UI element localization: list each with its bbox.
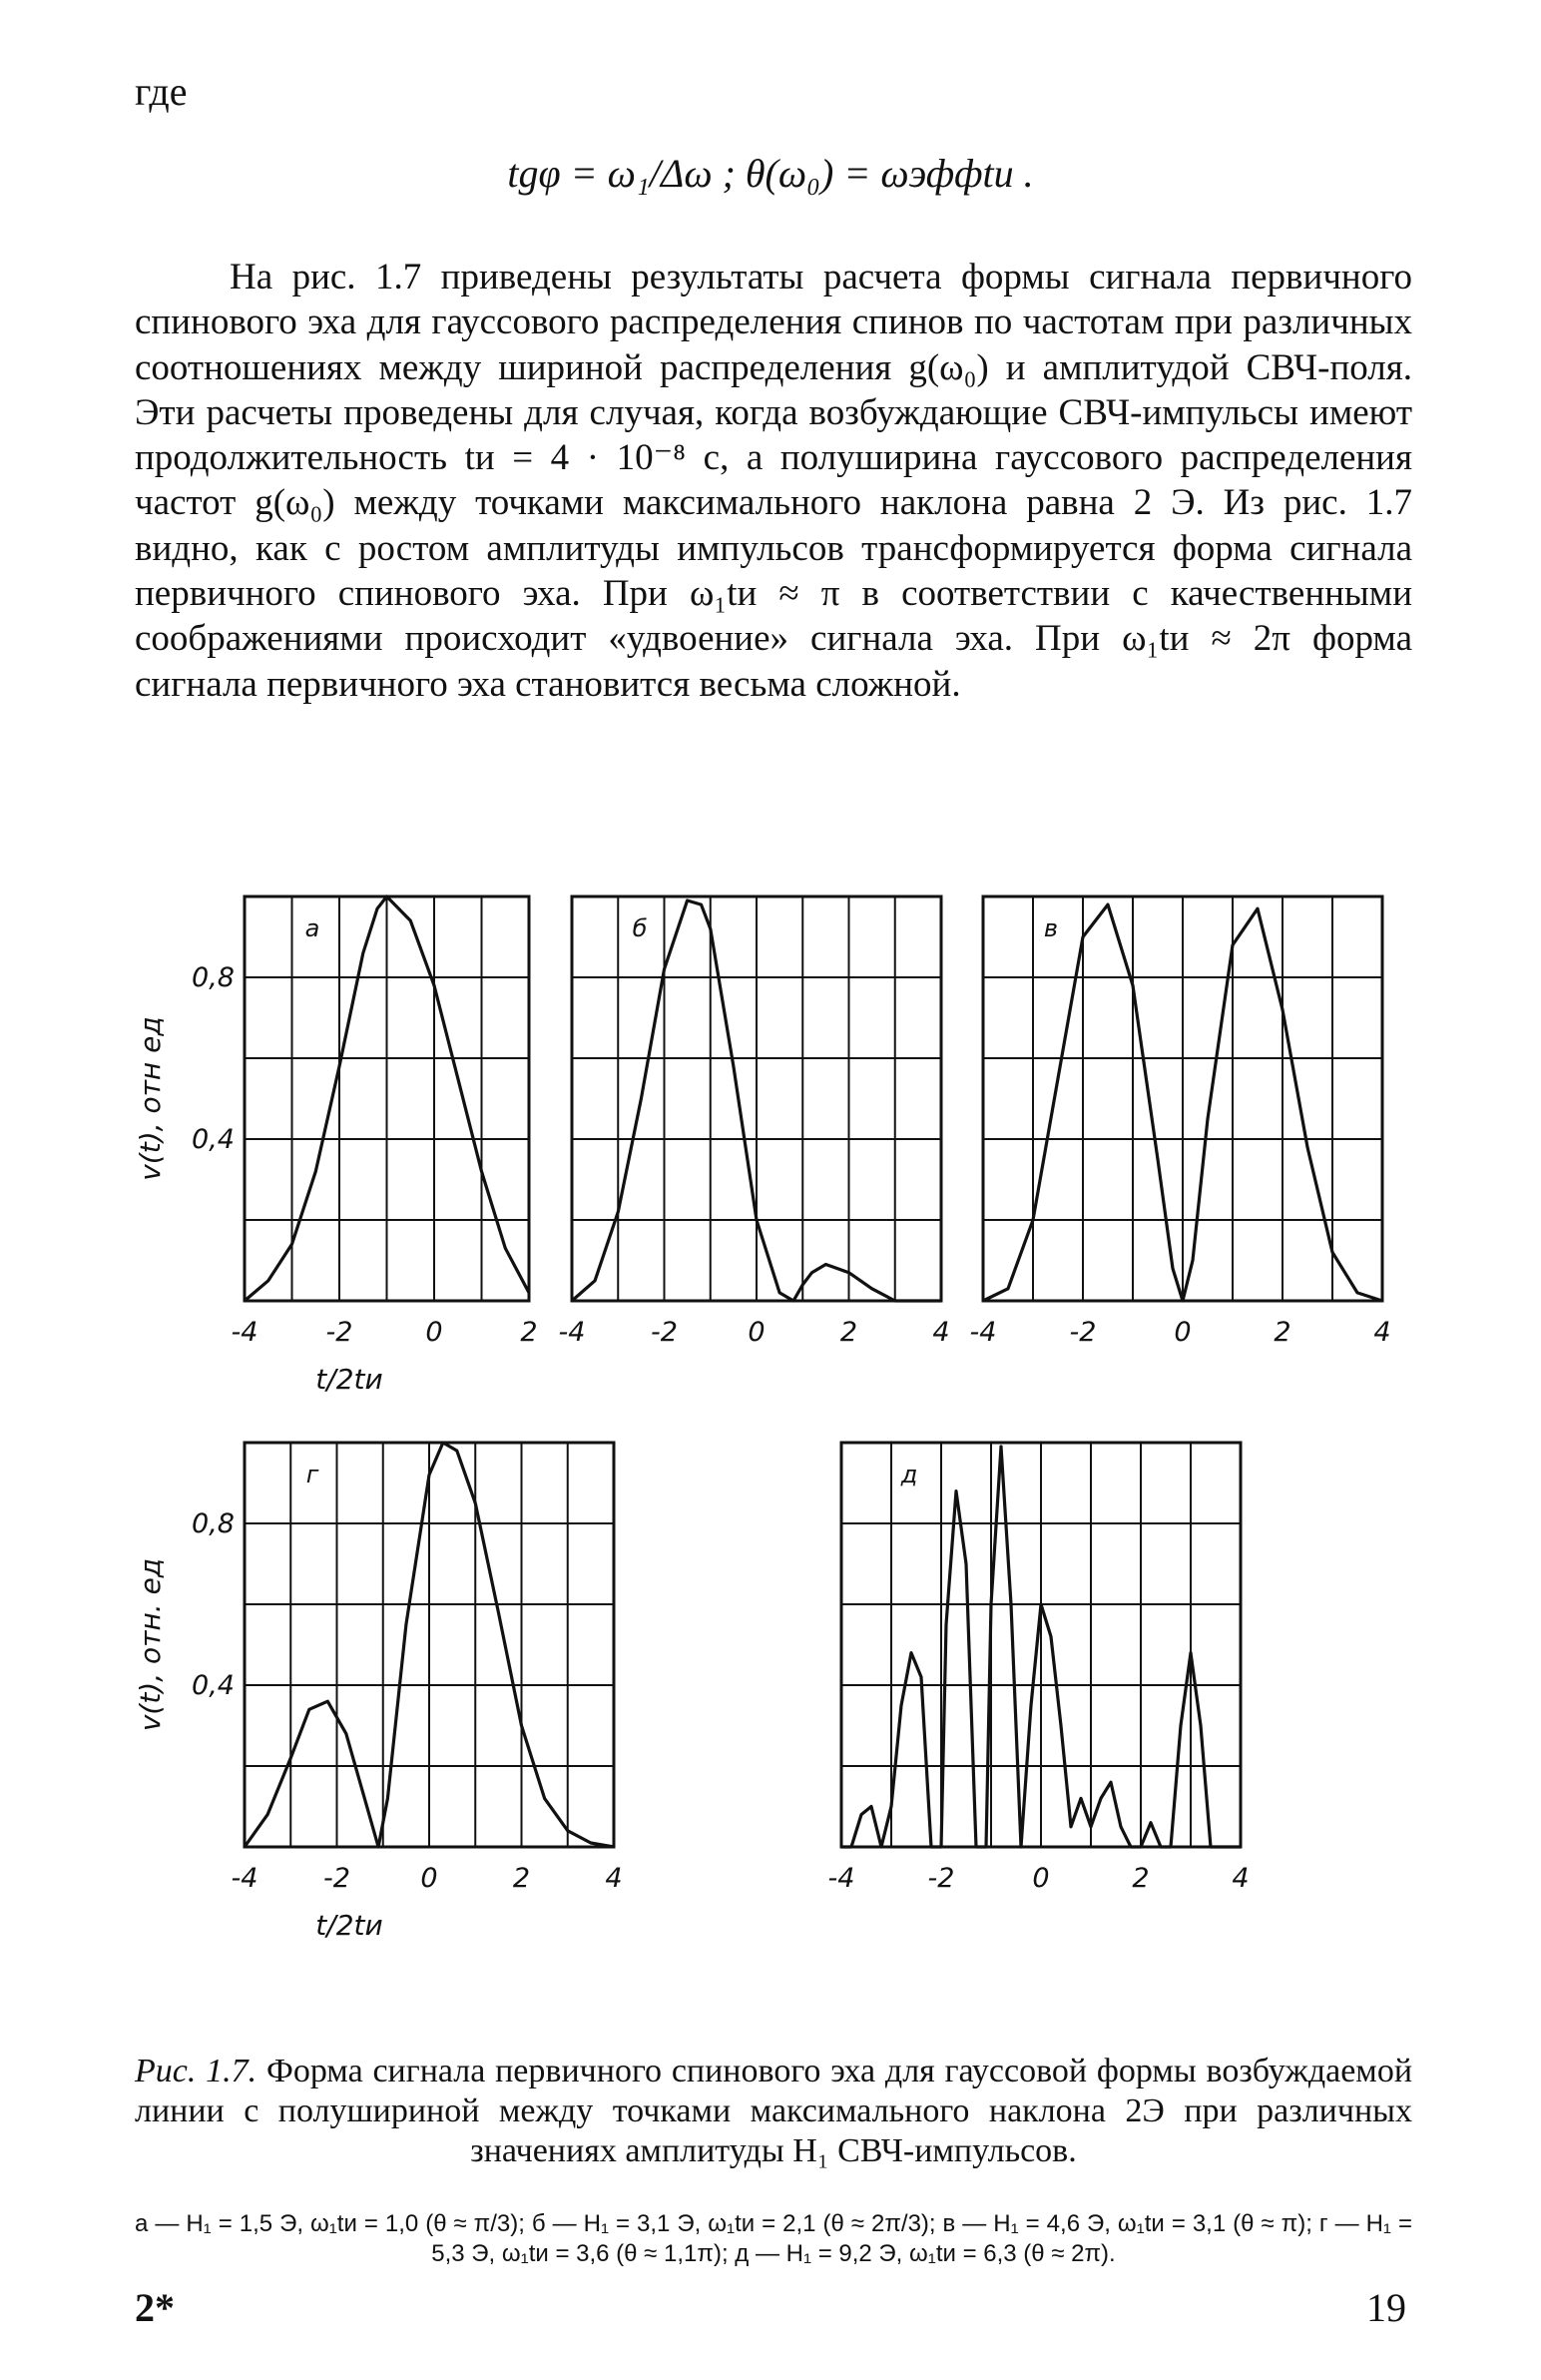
data-point: [900, 1704, 902, 1706]
data-point: [1140, 1846, 1142, 1848]
data-point: [985, 1846, 987, 1848]
header-word: где: [135, 69, 188, 114]
data-point: [1100, 1798, 1102, 1800]
x-tick-label: -2: [927, 1863, 955, 1894]
data-point: [456, 1450, 458, 1452]
data-point: [664, 968, 666, 970]
data-point: [481, 1171, 483, 1173]
data-point: [1080, 1798, 1082, 1800]
data-point: [870, 1806, 872, 1808]
x-tick-label: 0: [420, 1863, 438, 1894]
data-point: [1040, 1603, 1042, 1605]
data-point: [1060, 1725, 1062, 1727]
x-tick-label: 4: [605, 1863, 623, 1894]
x-tick-label: 2: [1274, 1317, 1291, 1348]
data-point: [848, 1272, 850, 1274]
panel-letter: а: [304, 914, 320, 942]
data-point: [244, 1300, 246, 1302]
data-point: [314, 1171, 316, 1173]
data-point: [377, 1846, 379, 1848]
x-tick-label: 2: [1132, 1863, 1150, 1894]
y-axis-label: v(t), отн ед: [134, 1016, 167, 1181]
x-tick-label: -2: [325, 1317, 353, 1348]
x-tick-label: 2: [512, 1863, 531, 1894]
x-tick-label: 4: [1373, 1317, 1391, 1348]
data-point: [1182, 1300, 1184, 1302]
data-point: [338, 1065, 340, 1067]
data-point: [442, 1442, 444, 1444]
data-point: [910, 1652, 912, 1654]
x-tick-label: -2: [1069, 1317, 1097, 1348]
data-point: [1240, 1846, 1242, 1848]
data-point: [387, 1798, 389, 1800]
data-point: [733, 1065, 735, 1067]
data-point: [871, 1288, 873, 1290]
data-point: [945, 1623, 947, 1625]
data-point: [1257, 907, 1259, 909]
data-point: [792, 1300, 794, 1302]
data-point: [1230, 1846, 1232, 1848]
data-point: [975, 1846, 977, 1848]
x-tick-label: 4: [932, 1317, 950, 1348]
data-point: [1192, 1260, 1194, 1262]
data-point: [528, 1292, 530, 1294]
y-tick-label: 0,8: [192, 1508, 235, 1539]
x-tick-label: -4: [231, 1317, 258, 1348]
data-point: [244, 1846, 246, 1848]
data-point: [756, 1219, 758, 1221]
panel-letter: д: [900, 1461, 918, 1488]
data-point: [613, 1846, 615, 1848]
data-point: [428, 1475, 430, 1477]
body-paragraph: На рис. 1.7 приведены результаты расчета формы сигнала первичного спинового эха для гауссового распределения спинов по частотам при различных соотношениях между шириной распределения g(ω₀) и амплитудой СВЧ-поля. Эти расчеты проведены для случая, когда возбуждающие СВЧ-импульсы имеют продолжительность tи = 4 · 10⁻⁸ с, а полуширина гауссового распределения частот g(ω₀) между точками максимального наклона равна 2 Э. Из рис. 1.7 видно, как с ростом амплитуды импульсов трансформируется форма сигнала первичного спинового эха. При ω₁tи ≈ π в соответствии с качественными соображениями происходит «удвоение» сигнала эха. При ω₁tи ≈ 2π форма сигнала первичного эха становится весьма сложной.: [135, 257, 1412, 705]
data-point: [1110, 1781, 1112, 1783]
data-point: [1082, 936, 1084, 938]
x-tick-label: 4: [1232, 1863, 1250, 1894]
figure-caption: [135, 2052, 1412, 2171]
data-point: [778, 1292, 780, 1294]
data-point: [1050, 1636, 1052, 1638]
x-tick-label: 0: [1032, 1863, 1050, 1894]
data-point: [567, 1830, 569, 1832]
data-point: [1090, 1826, 1092, 1828]
panel-letter: г: [305, 1461, 319, 1488]
data-point: [266, 1814, 268, 1816]
caption-legend: а — H₁ = 1,5 Э, ω₁tи = 1,0 (θ ≈ π/3); б — H₁ = 3,1 Э, ω₁tи = 2,1 (θ ≈ 2π/3); в — H₁ = 4,6 Э, ω₁tи = 3,1 (θ ≈ π); г — H₁ = 5,3 Э, ω₁tи = 3,6 (θ ≈ 1,1π); д — H₁ = 9,2 Э, ω₁tи = 6,3 (θ ≈ 2π).: [135, 2210, 1412, 2267]
data-point: [498, 1611, 500, 1613]
y-tick-label: 0,4: [192, 1670, 235, 1701]
panel-letter: б: [632, 914, 648, 942]
data-point: [920, 1676, 922, 1678]
panel-letter: в: [1043, 914, 1059, 942]
data-point: [1232, 944, 1234, 946]
data-point: [1172, 1268, 1174, 1270]
data-point: [801, 1284, 803, 1286]
data-point: [289, 1757, 291, 1759]
data-point: [940, 1846, 942, 1848]
data-point: [308, 1709, 310, 1711]
x-tick-label: -4: [558, 1317, 586, 1348]
data-point: [1000, 1446, 1002, 1448]
x-tick-label: -2: [323, 1863, 350, 1894]
data-point: [1150, 1822, 1152, 1824]
data-point: [710, 928, 712, 930]
x-tick-label: 0: [1174, 1317, 1192, 1348]
data-point: [840, 1846, 842, 1848]
data-point: [345, 1733, 347, 1735]
data-point: [594, 1280, 596, 1282]
data-point: [850, 1846, 852, 1848]
data-point: [544, 1798, 546, 1800]
data-point: [521, 1725, 523, 1727]
data-point: [1210, 1846, 1212, 1848]
data-point: [1057, 1077, 1059, 1079]
data-point: [890, 1806, 892, 1808]
data-point: [326, 1700, 328, 1702]
data-point: [1132, 984, 1134, 986]
data-point: [1180, 1725, 1182, 1727]
data-point: [860, 1814, 862, 1816]
data-point: [1107, 903, 1109, 905]
data-point: [1381, 1300, 1383, 1302]
page-number: 19: [1366, 2285, 1406, 2330]
data-point: [1020, 1846, 1022, 1848]
x-tick-label: -2: [651, 1317, 678, 1348]
data-point: [825, 1264, 827, 1266]
data-point: [1120, 1826, 1122, 1828]
data-point: [1220, 1846, 1222, 1848]
data-point: [1070, 1826, 1072, 1828]
data-point: [1130, 1846, 1132, 1848]
x-tick-label: 2: [520, 1317, 538, 1348]
data-point: [701, 903, 703, 905]
data-point: [880, 1846, 882, 1848]
data-point: [1007, 1288, 1009, 1290]
x-axis-label: t/2tи: [315, 1909, 383, 1942]
data-point: [1190, 1652, 1192, 1654]
data-point: [457, 1077, 459, 1079]
data-point: [504, 1248, 506, 1250]
x-tick-label: 0: [425, 1317, 443, 1348]
x-tick-label: -4: [231, 1863, 258, 1894]
data-point: [1331, 1252, 1333, 1254]
data-point: [474, 1502, 476, 1504]
data-point: [1207, 1118, 1209, 1120]
x-tick-label: 0: [748, 1317, 766, 1348]
data-point: [1170, 1846, 1172, 1848]
data-point: [940, 1300, 942, 1302]
data-point: [1160, 1846, 1162, 1848]
data-point: [433, 984, 435, 986]
data-point: [363, 1798, 365, 1800]
data-point: [405, 1623, 407, 1625]
data-point: [687, 899, 689, 901]
formula: tgφ = ω₁/Δω ; θ(ω₀) = ωэффtи .: [507, 151, 1034, 196]
data-point: [376, 907, 378, 909]
y-tick-label: 0,8: [192, 962, 235, 993]
data-point: [990, 1603, 992, 1605]
data-point: [1356, 1292, 1358, 1294]
x-tick-label: 2: [839, 1317, 858, 1348]
data-point: [386, 895, 388, 897]
y-tick-label: 0,4: [192, 1124, 235, 1155]
data-point: [955, 1490, 957, 1492]
data-point: [982, 1300, 984, 1302]
data-point: [590, 1842, 592, 1844]
caption-label: Рис. 1.7.: [135, 2053, 257, 2089]
data-point: [362, 952, 364, 954]
data-point: [1306, 1146, 1308, 1148]
data-point: [1157, 1158, 1159, 1160]
data-point: [917, 1300, 919, 1302]
data-point: [811, 1272, 813, 1274]
data-point: [267, 1280, 269, 1282]
x-axis-label: t/2tи: [315, 1363, 383, 1396]
data-point: [409, 920, 411, 922]
x-tick-label: -4: [827, 1863, 855, 1894]
data-point: [1282, 1009, 1284, 1011]
x-tick-label: -4: [969, 1317, 997, 1348]
data-point: [894, 1300, 896, 1302]
caption-text: Форма сигнала первичного спинового эха для гауссовой формы возбуждаемой линии с полушириной между точками максимального наклона 2Э при различных значениях амплитуды H₁ СВЧ-импульсов.: [135, 2053, 1413, 2169]
data-point: [291, 1244, 293, 1246]
data-point: [1032, 1219, 1034, 1221]
data-point: [1010, 1603, 1012, 1605]
data-point: [1200, 1725, 1202, 1727]
footer-signature: 2*: [135, 2285, 175, 2330]
data-point: [1030, 1704, 1032, 1706]
data-point: [641, 1098, 643, 1100]
data-point: [930, 1846, 932, 1848]
data-point: [617, 1211, 619, 1213]
data-point: [571, 1300, 573, 1302]
y-axis-label: v(t), отн. ед: [134, 1557, 167, 1732]
data-point: [965, 1563, 967, 1565]
